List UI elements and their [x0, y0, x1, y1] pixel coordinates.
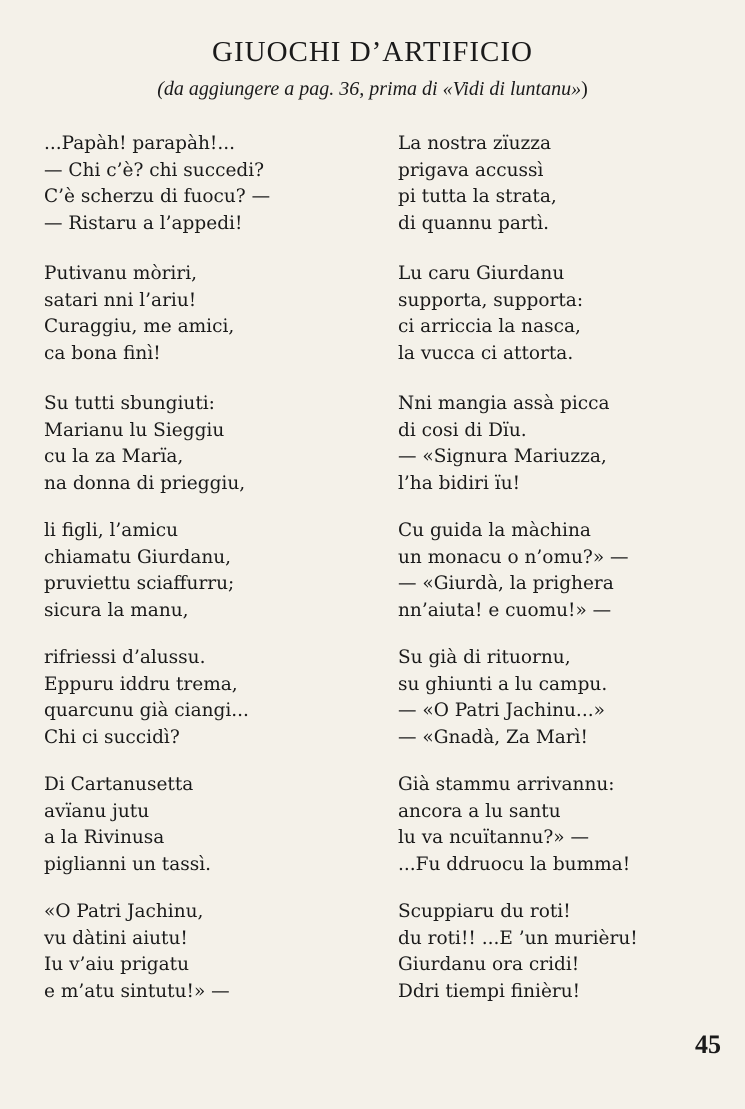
verse-line: «O Patri Jachinu, [44, 901, 204, 922]
stanza [398, 899, 718, 1005]
verse-line: chiamatu Giurdanu, [44, 546, 232, 568]
verse-line: Putivanu mòriri, [44, 263, 197, 284]
verse-line: la vucca ci attorta. [398, 342, 574, 364]
verse-line: quarcunu già ciangi... [44, 700, 249, 721]
stanza [44, 261, 374, 367]
verse-line: Già stammu arrivannu: [398, 774, 615, 795]
verse-line: Cu guida la màchina [398, 520, 591, 541]
stanza [398, 391, 718, 497]
verse-line: Nni mangia assà picca [398, 393, 610, 414]
verse-line: du roti!! ...E ’un murièru! [398, 927, 638, 949]
stanza [44, 772, 374, 878]
stanza [44, 131, 374, 237]
verse-line: nn’aiuta! e cuomu!» — [398, 599, 612, 621]
verse-line: ca bona finì! [44, 342, 161, 364]
verse-line: Di Cartanusetta [44, 774, 194, 795]
verse-line: a la Rivinusa [44, 827, 165, 848]
stanza [398, 518, 718, 624]
verse-line: sicura la manu, [44, 599, 189, 621]
verse-line: Chi ci succidì? [44, 726, 180, 748]
verse-line: — Ristaru a l’appedi! [44, 212, 243, 234]
poem-right-column [398, 131, 718, 1026]
stanza [398, 645, 718, 751]
verse-line: Marianu lu Sieggiu [44, 419, 225, 441]
verse-line: piglianni un tassì. [44, 853, 212, 875]
verse-line: Iu v’aiu prigatu [44, 954, 190, 975]
verse-line: su ghiunti a lu campu. [398, 673, 608, 695]
verse-line: ...Fu ddruocu la bumma! [398, 853, 631, 875]
verse-line: vu dàtini aiutu! [44, 927, 188, 949]
verse-line: — «Signura Mariuzza, [398, 446, 607, 467]
stanza [44, 899, 374, 1005]
verse-line: — «O Patri Jachinu...» [398, 700, 605, 721]
verse-line: — «Giurdà, la prighera [398, 573, 614, 594]
verse-line: Scuppiaru du roti! [398, 901, 571, 922]
verse-line: C’è scherzu di fuocu? — [44, 186, 271, 207]
stanza [44, 518, 374, 624]
verse-line: supporta, supporta: [398, 289, 584, 311]
verse-line: Eppuru iddru trema, [44, 673, 238, 695]
verse-line: pruviettu sciaffurru; [44, 573, 235, 594]
stanza [44, 645, 374, 751]
verse-line: Giurdanu ora cridi! [398, 954, 580, 975]
stanza [398, 261, 718, 367]
page-number: 45 [695, 1030, 721, 1059]
stanza [398, 772, 718, 878]
verse-line: La nostra zïuzza [398, 133, 552, 154]
verse-line: — «Gnadà, Za Marì! [398, 726, 588, 748]
verse-line: pi tutta la strata, [398, 186, 557, 207]
subtitle-quote: «Vidi di luntanu» [442, 78, 582, 100]
poem-left-column [44, 131, 374, 1026]
verse-line: Su tutti sbungiuti: [44, 393, 215, 414]
verse-line: un monacu o n’omu?» — [398, 546, 629, 568]
page-title: GIUOCHI D’ARTIFICIO [212, 36, 533, 68]
verse-line: li figli, l’amicu [44, 520, 179, 541]
verse-line: di quannu partì. [398, 212, 549, 234]
verse-line: ancora a lu santu [398, 800, 561, 822]
verse-line: cu la za Marïa, [44, 446, 184, 467]
verse-line: di cosi di Dïu. [398, 419, 527, 441]
verse-line: e m’atu sintutu!» — [44, 980, 230, 1002]
verse-line: na donna di prieggiu, [44, 472, 246, 494]
subtitle [0, 78, 745, 101]
verse-line: prigava accussì [398, 159, 544, 181]
verse-line: rifriessi d’alussu. [44, 647, 206, 668]
verse-line: lu va ncuïtannu?» — [398, 827, 590, 848]
verse-line: Lu caru Giurdanu [398, 263, 565, 284]
verse-line: Su già di rituornu, [398, 647, 571, 668]
verse-line: — Chi c’è? chi succedi? [44, 159, 265, 181]
verse-line: l’ha bidiri ïu! [398, 472, 521, 494]
verse-line: Ddri tiempi finièru! [398, 980, 581, 1002]
verse-line: satari nni l’ariu! [44, 289, 197, 311]
subtitle-close: ) [581, 78, 588, 100]
verse-line: ci arriccia la nasca, [398, 316, 581, 337]
stanza [398, 131, 718, 237]
subtitle-text: (da aggiungere a pag. 36, prima di [157, 78, 443, 100]
verse-line: ...Papàh! parapàh!... [44, 133, 235, 154]
verse-line: Curaggiu, me amici, [44, 316, 235, 337]
verse-line: avïanu jutu [44, 800, 150, 822]
stanza [44, 391, 374, 497]
